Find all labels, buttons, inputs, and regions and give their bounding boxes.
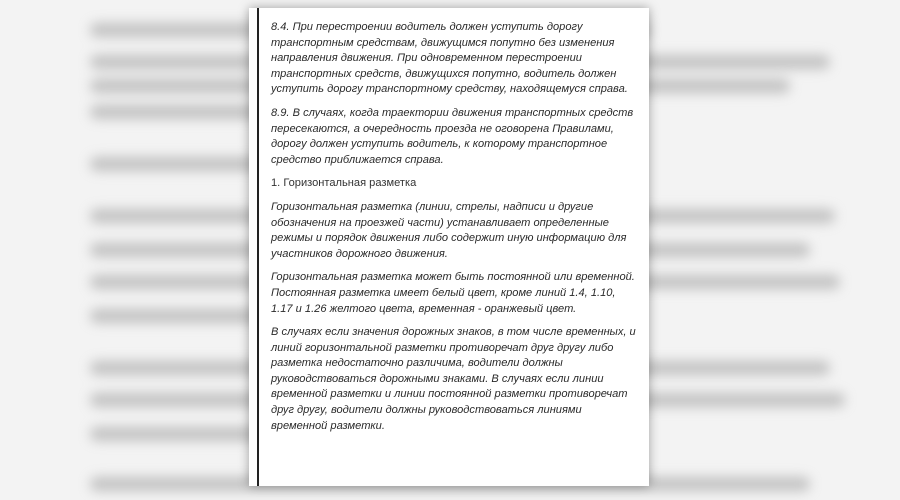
paragraph-definition: Горизонтальная разметка (линии, стрелы, надписи и другие обозначения на проезжей части) устанавливает определенные режимы и порядок движения либо содержит иную информацию для участников дорожного движения. <box>271 200 627 260</box>
section-heading: 1. Горизонтальная разметка <box>271 177 417 190</box>
paragraph-8-4: 8.4. При перестроении водитель должен уступить дорогу транспортным средствам, движущимся попутно без изменения направления движения. При одновременном перестроении транспортных средств, движущихся попутно, водитель должен уступить дорогу транспортному средству, находящемуся справа. <box>271 21 628 96</box>
document-card <box>249 8 649 486</box>
document-content <box>271 20 636 442</box>
paragraph-marking-types: Горизонтальная разметка может быть постоянной или временной. Постоянная разметка имеет белый цвет, кроме линий 1.4, 1.10, 1.17 и 1.26 желтого цвета, временная - оранжевый цвет. <box>271 271 635 315</box>
paragraph-conflict-rules: В случаях если значения дорожных знаков, в том числе временных, и линий горизонтальной разметки противоречат друг другу либо разметка недостаточно различима, водители должны руководствоваться дорожными знаками. В случаях если линии временной разметки и линии постоянной разметки противоречат друг другу, водители должны руководствоваться линиями временной разметки. <box>271 326 636 432</box>
paragraph-8-9: 8.9. В случаях, когда траектории движения транспортных средств пересекаются, а очередность проезда не оговорена Правилами, дорогу должен уступить водитель, к которому транспортное средство приближается справа. <box>271 106 634 166</box>
quote-rule <box>257 8 259 486</box>
